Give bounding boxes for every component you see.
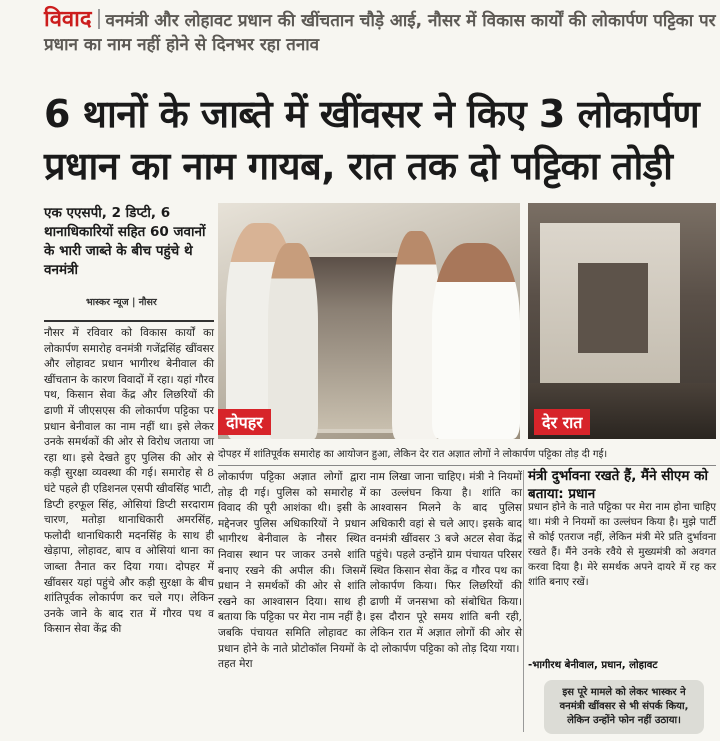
kicker-text: वनमंत्री और लोहावट प्रधान की खींचतान चौड़े आई, नौसर में विकास कार्यों की लोकार्पण पट्टिका पर प्रधान का नाम नहीं होने से दिनभर रहा तनाव <box>44 11 716 55</box>
side-signature: -भागीरथ बेनीवाल, प्रधान, लोहावट <box>528 660 658 671</box>
person <box>268 243 318 439</box>
broken-plaque <box>578 263 648 353</box>
photo-night <box>528 203 716 439</box>
photo-label-right: देर रात <box>534 409 590 435</box>
info-box: इस पूरे मामले को लेकर भास्कर ने वनमंत्री खींवसर से भी संपर्क किया, लेकिन उन्होंने फोन नहीं उठाया। <box>544 680 704 734</box>
kicker-divider <box>98 9 100 29</box>
subheadline: एक एएसपी, 2 डिप्टी, 6 थानाधिकारियों सहित 60 जवानों के भारी जाब्ते के बीच पहुंचे थे वनमंत्री <box>44 205 206 278</box>
side-text: प्रधान होने के नाते पट्टिका पर मेरा नाम होना चाहिए था। मंत्री ने नियमों का उल्लंघन किया है। मुझे पार्टी से कोई एतराज नहीं, लेकिन मंत्री मेरे प्रति दुर्भावना रखते हैं। मैंने उनके रवैये से मुख्यमंत्री को अवगत करवा दिया है। मेरे समर्थक अपने दायरे में रह कर शांति बनाए रखें। <box>528 502 716 588</box>
column-divider <box>523 470 524 732</box>
photo-label-left: दोपहर <box>218 409 271 435</box>
article-column-1: नौसर में रविवार को विकास कार्यों का लोकार्पण समारोह वनमंत्री गजेंद्रसिंह खींवसर और लोहावट प्रधान भागीरथ बेनीवाल की खींचतान के कारण विवादों में रहा। यहां गौरव पथ, किसान सेवा केंद्र और लिछरियों की ढाणी में जीएसएस की लोकार्पण पट्टिका पर प्रधान बेनीवाल का नाम नहीं था। इसे लेकर उनके समर्थकों की ओर से विरोध जताया जा रहा था। इसे देखते हुए पुलिस की ओर से कड़ी सुरक्षा व्यवस्था की गई। समारोह से 8 घंटे पहले ही एडिशनल एसपी खीवसिंह भाटी, डिप्टी हरफूल सिंह, ओसियां डिप्टी सरदाराम चारण, मतोड़ा थानाधिकारी अमरसिंह, फलोदी थानाधिकारी मदनसिंह के साथ ही खेड़ापा, लोहावट, बाप व ओसियां थाना का जाब्ता तैनात कर दिया गया। दोपहर में खींवसर यहां पहुंचे और कड़ी सुरक्षा के बीच शांतिपूर्वक लोकार्पण कर चले गए। लेकिन उनके जाने के बाद रात में गौरव पथ व किसान सेवा केंद्र की <box>44 320 214 730</box>
byline: भास्कर न्यूज | नौसर <box>86 297 157 308</box>
person <box>432 243 520 439</box>
headline: 6 थानों के जाब्ते में खींवसर ने किए 3 लोकार्पण प्रधान का नाम गायब, रात तक दो पट्टिका तोड़ी <box>44 92 700 188</box>
photo-afternoon <box>218 203 520 439</box>
photo-caption: दोपहर में शांतिपूर्वक समारोह का आयोजन हुआ, लेकिन देर रात अज्ञात लोगों ने लोकार्पण पट्टिका तोड़ दी गई। <box>218 446 716 466</box>
article-column-3: नाम लिखा जाना चाहिए। मंत्री ने नियमों का उल्लंघन किया है। शांति का आश्वासन मिलने के बाद पुलिस अधिकारी वहां से चले आए। इसके बाद वनमंत्री खींवसर 3 बजे अटल सेवा केंद्र पहुंचे। पहले उन्होंने ग्राम पंचायत परिसर स्थित किसान सेवा केंद्र व गौरव पथ का लोकार्पण किया। फिर लिछरियों की ढाणी में जनसभा को संबोधित किया। इस दौरान पूरे समय शांति बनी रही, लेकिन रात में अज्ञात लोगों की ओर से दो लोकार्पण पट्टिका को तोड़ दिया गया। <box>370 471 522 655</box>
article-column-2: लोकार्पण पट्टिका अज्ञात लोगों द्वारा तोड़ दी गई। पुलिस को समारोह में विवाद की पूरी आशंका थी। इसी के मद्देनजर पुलिस अधिकारियों ने प्रधान भागीरथ बेनीवाल के नौसर स्थित निवास स्थान पर जाकर उनसे शांति बनाए रखने की अपील की। जिसमें प्रधान ने समर्थकों की ओर से शांति रखने का आश्वासन दिया। साथ ही बताया कि पट्टिका पर मेरा नाम नहीं है। जबकि पंचायत समिति लोहावट का प्रधान होने के नाते प्रोटोकॉल नियमों के तहत मेरा <box>218 471 366 671</box>
side-title: मंत्री दुर्भावना रखते हैं, मैंने सीएम को बताया: प्रधान <box>528 468 709 502</box>
kicker-tag: विवाद <box>44 7 92 32</box>
kicker <box>44 8 716 57</box>
